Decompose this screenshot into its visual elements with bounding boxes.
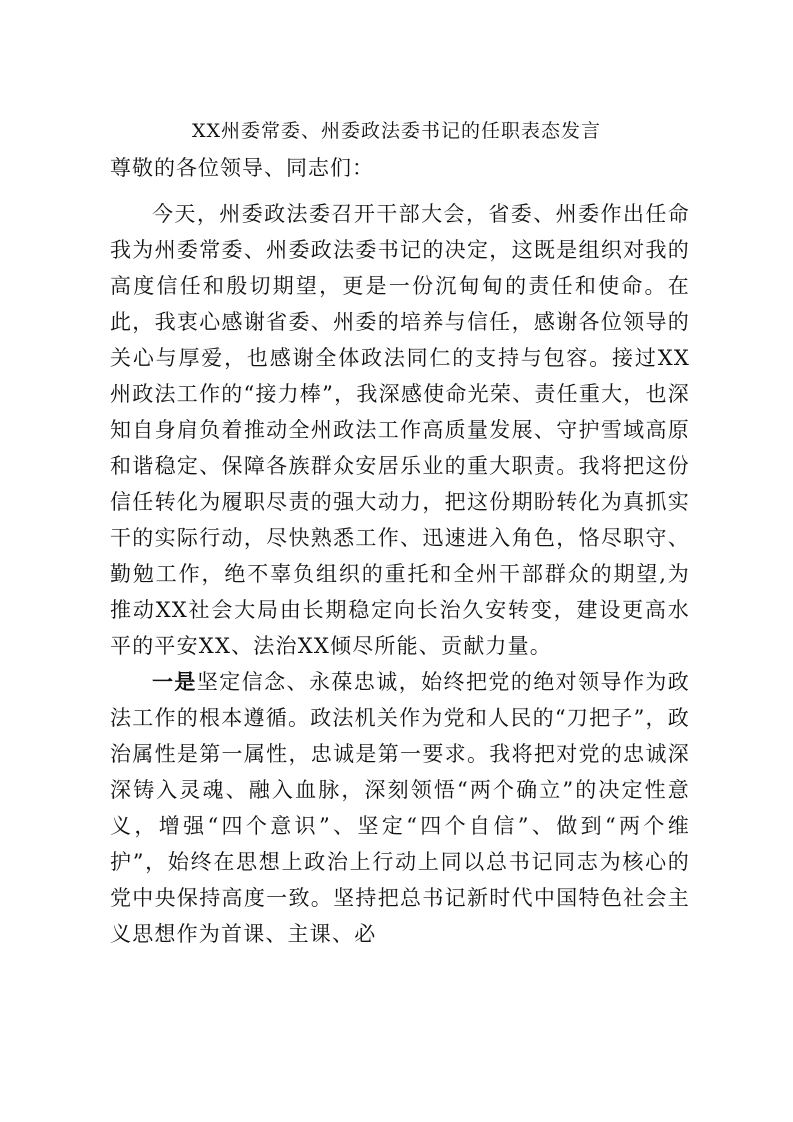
paragraph-text: 坚定信念、永葆忠诚，始终把党的绝对领导作为政法工作的根本遵循。政法机关作为党和人民的“刀把子”，政治属性是第一属性，忠诚是第一要求。我将把对党的忠诚深深铸入灵魂、融入血脉，深刻领悟“两个确立”的决定性意义，增强“四个意识”、坚定“四个自信”、做到“两个维护”，始终在思想上政治上行动上同以总书记同志为核心的党中央保持高度一致。坚持把总书记新时代中国特色社会主义思想作为首课、主课、必 bbox=[110, 670, 690, 946]
paragraph-lead: 一是 bbox=[152, 669, 197, 694]
document-title: XX州委常委、州委政法委书记的任职表态发言 bbox=[191, 120, 602, 142]
body-paragraph bbox=[110, 664, 690, 952]
salutation: 尊敬的各位领导、同志们： bbox=[110, 156, 374, 180]
body-paragraph: 今天，州委政法委召开干部大会，省委、州委作出任命我为州委常委、州委政法委书记的决定，这既是组织对我的高度信任和殷切期望，更是一份沉甸甸的责任和使命。在此，我衷心感谢省委、州委的培养与信任，感谢各位领导的关心与厚爱，也感谢全体政法同仁的支持与包容。接过XX州政法工作的“接力棒”，我深感使命光荣、责任重大，也深知自身肩负着推动全州政法工作高质量发展、守护雪域高原和谐稳定、保障各族群众安居乐业的重大职责。我将把这份信任转化为履职尽责的强大动力，把这份期盼转化为真抓实干的实际行动，尽快熟悉工作、迅速进入角色，恪尽职守、勤勉工作，绝不辜负组织的重托和全州干部群众的期望,为推动XX社会大局由长期稳定向长治久安转变，建设更高水平的平安XX、法治XX倾尽所能、贡献力量。 bbox=[110, 202, 690, 658]
document-body bbox=[110, 196, 690, 952]
